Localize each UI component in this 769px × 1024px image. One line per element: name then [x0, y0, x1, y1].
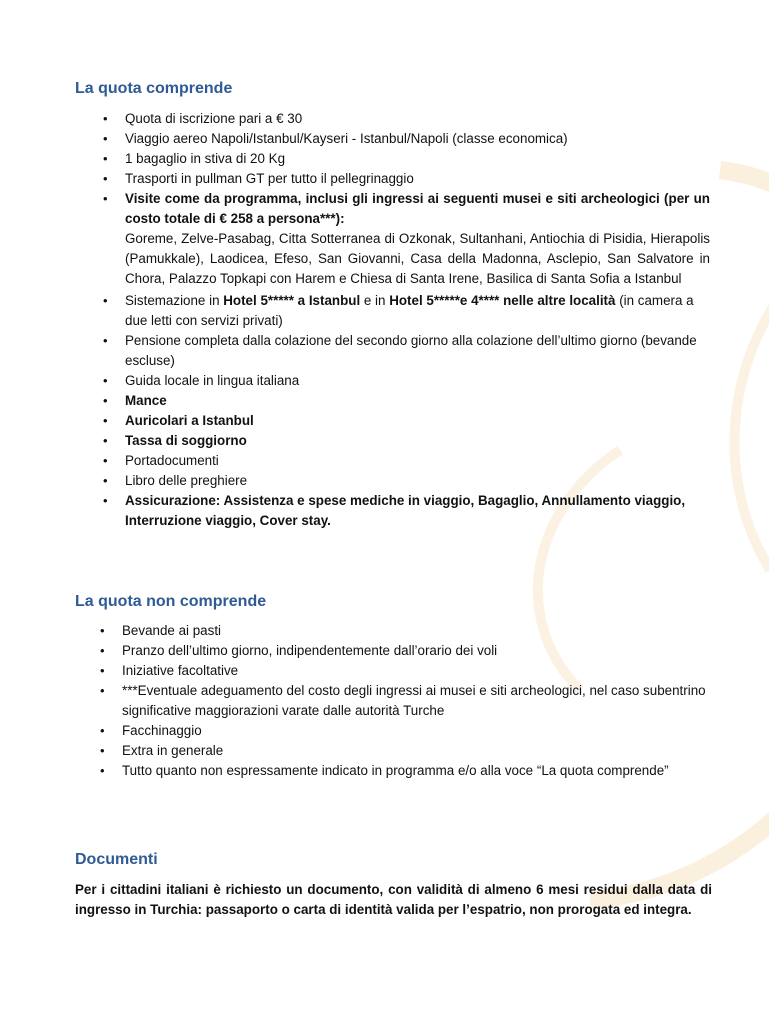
list-item [125, 189, 710, 289]
list-item: • Pranzo dell’ultimo giorno, indipendentemente dall’orario dei voli [122, 641, 710, 661]
list-item: • 1 bagaglio in stiva di 20 Kg [125, 149, 710, 169]
list-item: • Quota di iscrizione pari a € 30 [125, 109, 710, 129]
section-heading-not-included: La quota non comprende [75, 593, 267, 610]
list-item: • Trasporti in pullman GT per tutto il pellegrinaggio [125, 169, 710, 189]
list-item: • Guida locale in lingua italiana [125, 371, 710, 391]
list-item: • Portadocumenti [125, 451, 710, 471]
list-item: • Sistemazione in Hotel 5***** a Istanbul e in Hotel 5*****e 4**** nelle altre località (in camera a due letti con servizi privati) [125, 291, 710, 331]
list-item: • Pensione completa dalla colazione del secondo giorno alla colazione dell’ultimo giorno (bevande escluse) [125, 331, 710, 371]
list-item: • Bevande ai pasti [122, 621, 710, 641]
section-heading-documents: Documenti [75, 851, 158, 868]
section-heading-included: La quota comprende [75, 80, 233, 97]
included-list [125, 109, 710, 531]
list-item: • ***Eventuale adeguamento del costo degli ingressi ai musei e siti archeologici, nel caso subentrino significative maggiorazioni varate dalle autorità Turche [122, 681, 710, 721]
visits-sites-text: Goreme, Zelve-Pasabag, Citta Sotterranea di Ozkonak, Sultanhani, Antiochia di Pisidia, Hierapolis (Pamukkale), Laodicea, Efeso, San Giovanni, Casa della Madonna, Asclepio, San Salvatore in Chora, Palazzo Topkapi con Harem e Chiesa di Santa Irene, Basilica di Santa Sofia a Istanbul [125, 231, 710, 286]
list-item: • Assicurazione: Assistenza e spese mediche in viaggio, Bagaglio, Annullamento viaggio, Interruzione viaggio, Cover stay. [125, 491, 710, 531]
list-item: • Mance [125, 391, 710, 411]
list-item: • Viaggio aereo Napoli/Istanbul/Kayseri - Istanbul/Napoli (classe economica) [125, 129, 710, 149]
list-item: • Facchinaggio [122, 721, 710, 741]
list-item: • Auricolari a Istanbul [125, 411, 710, 431]
list-item: • Iniziative facoltative [122, 661, 710, 681]
list-item: • Tassa di soggiorno [125, 431, 710, 451]
visits-bold-text: Visite come da programma, inclusi gli ingressi ai seguenti musei e siti archeologici (per un costo totale di € 258 a persona***): [125, 191, 710, 226]
not-included-list [122, 621, 710, 781]
documents-paragraph: Per i cittadini italiani è richiesto un documento, con validità di almeno 6 mesi residui dalla data di ingresso in Turchia: passaporto o carta di identità valida per l’espatrio, non prorogata ed integra. [75, 882, 712, 917]
list-item: • Tutto quanto non espressamente indicato in programma e/o alla voce “La quota comprende” [122, 761, 710, 781]
list-item: • Extra in generale [122, 741, 710, 761]
list-item: • Libro delle preghiere [125, 471, 710, 491]
